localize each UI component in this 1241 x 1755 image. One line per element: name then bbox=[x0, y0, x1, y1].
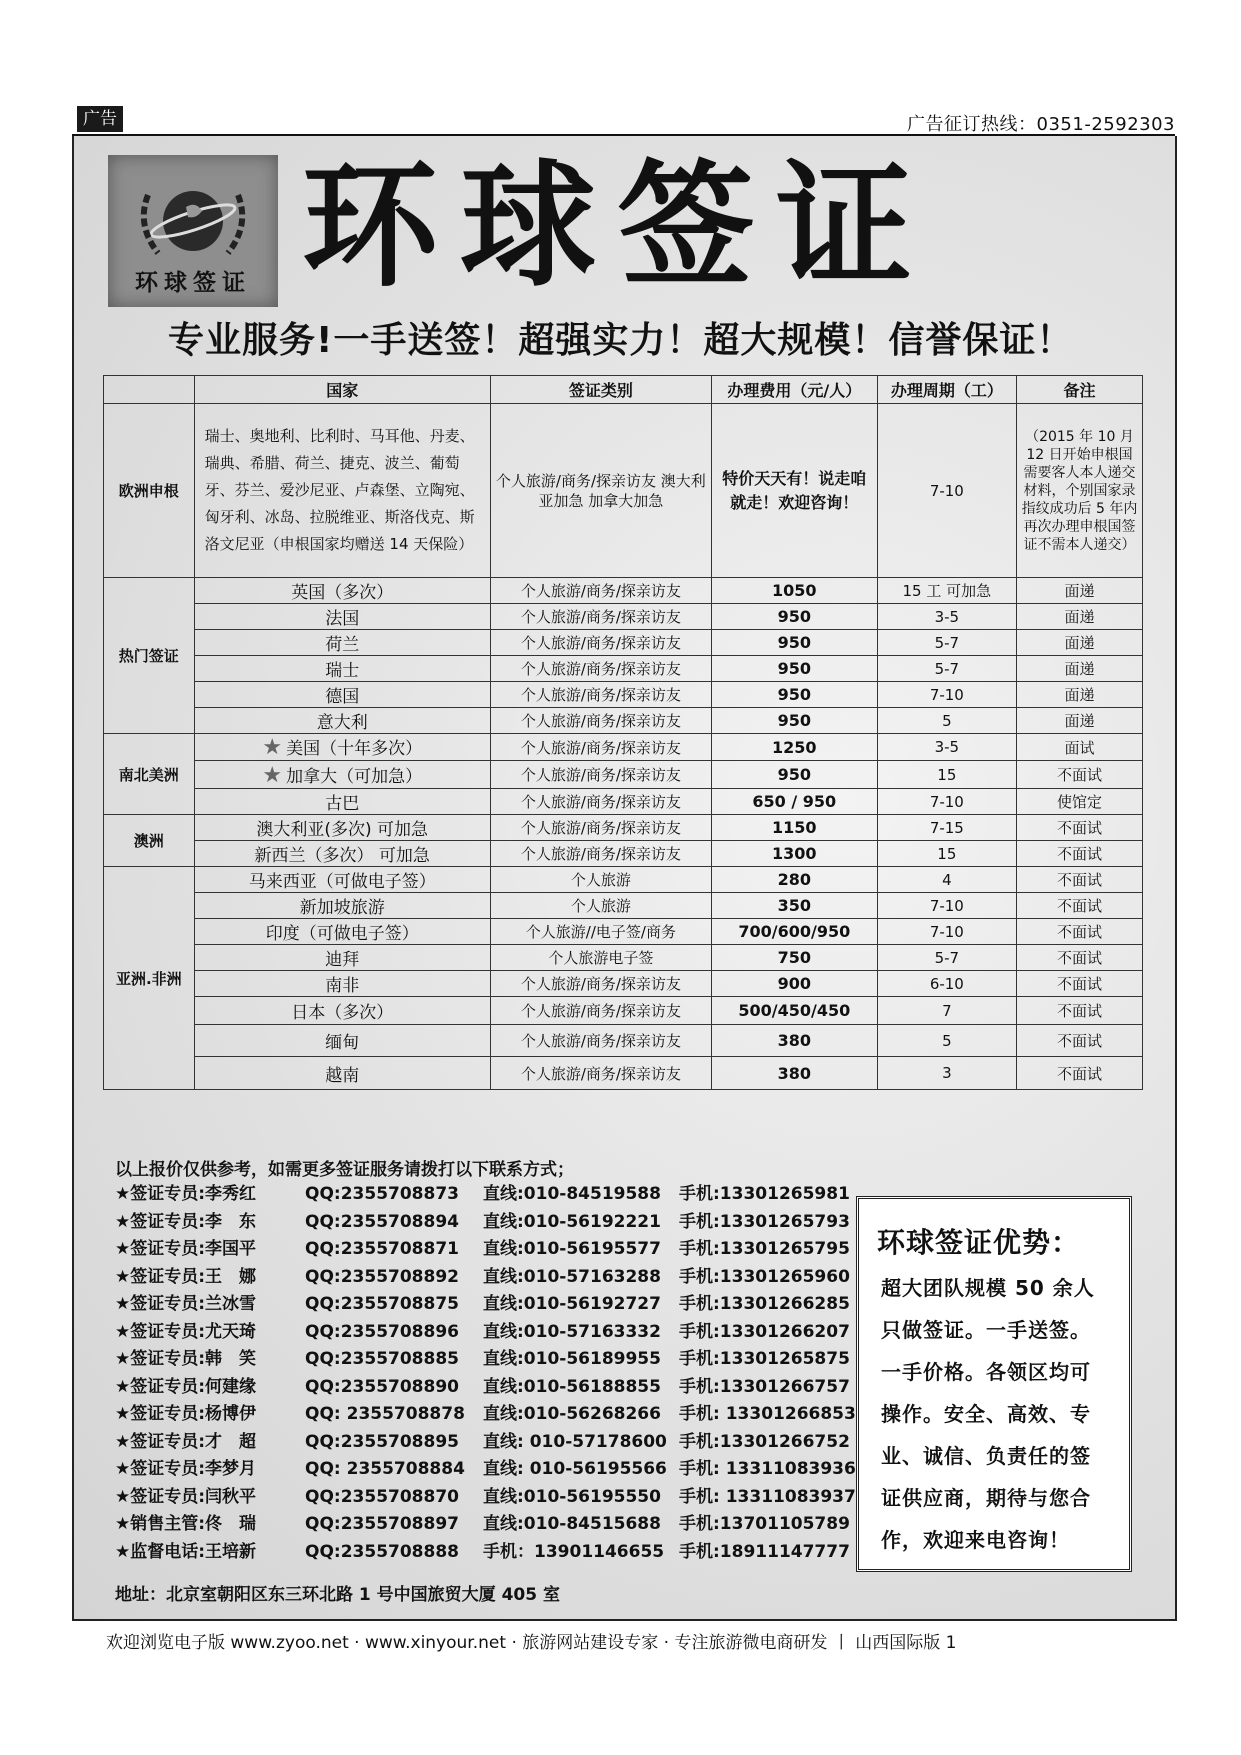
visa-type-cell: 个人旅游/商务/探亲访友 bbox=[490, 578, 711, 604]
country-name: 缅甸 bbox=[325, 1033, 360, 1053]
country-cell bbox=[194, 734, 490, 761]
period-cell: 7-10 bbox=[877, 789, 1016, 815]
contact-tel: 直线:010-56195550 bbox=[483, 1486, 661, 1507]
table-row bbox=[104, 578, 1143, 604]
table-row bbox=[104, 945, 1143, 971]
contact-name: ★签证专员:尤天琦 bbox=[115, 1321, 257, 1342]
fee-cell: 950 bbox=[711, 761, 877, 789]
note-cell: 不面试 bbox=[1016, 815, 1142, 841]
contact-mobile: 手机: 13301266853 bbox=[679, 1404, 856, 1424]
fee-cell: 280 bbox=[711, 867, 877, 893]
contact-name: ★签证专员:李 东 bbox=[115, 1211, 257, 1232]
contact-name: ★监督电话:王培新 bbox=[115, 1541, 257, 1562]
period-cell: 3 bbox=[877, 1057, 1016, 1090]
note-cell: 面递 bbox=[1016, 630, 1142, 656]
note-cell: 面递 bbox=[1016, 708, 1142, 734]
period-cell: 5 bbox=[877, 708, 1016, 734]
note-cell: 不面试 bbox=[1016, 867, 1142, 893]
country-cell bbox=[194, 578, 490, 604]
country-name: 新加坡旅游 bbox=[299, 898, 385, 918]
period-cell: 5-7 bbox=[877, 656, 1016, 682]
schengen-countries: 瑞士、奥地利、比利时、马耳他、丹麦、瑞典、希腊、荷兰、捷克、波兰、葡萄牙、芬兰、爱沙尼亚、卢森堡、立陶宛、匈牙利、冰岛、拉脱维亚、斯洛伐克、斯洛文尼亚（申根国家均赠送 14 天保险） bbox=[194, 404, 490, 578]
fee-cell: 1150 bbox=[711, 815, 877, 841]
header-period: 办理周期（工） bbox=[877, 376, 1016, 404]
visa-type-cell: 个人旅游/商务/探亲访友 bbox=[490, 841, 711, 867]
note-cell: 不面试 bbox=[1016, 919, 1142, 945]
contact-name: ★签证专员:何建缘 bbox=[115, 1376, 257, 1397]
visa-type-cell: 个人旅游//电子签/商务 bbox=[490, 919, 711, 945]
country-name: 德国 bbox=[325, 687, 360, 707]
visa-type-cell: 个人旅游电子签 bbox=[490, 945, 711, 971]
region-label: 亚洲.非洲 bbox=[104, 867, 195, 1090]
country-cell bbox=[194, 656, 490, 682]
contact-name: ★签证专员:李梦月 bbox=[115, 1459, 257, 1479]
contact-name: ★销售主管:佟 瑞 bbox=[115, 1514, 257, 1534]
country-cell bbox=[194, 708, 490, 734]
fee-cell: 350 bbox=[711, 893, 877, 919]
country-cell bbox=[194, 893, 490, 919]
table-row bbox=[104, 1057, 1143, 1090]
table-row bbox=[104, 604, 1143, 630]
visa-type-cell: 个人旅游/商务/探亲访友 bbox=[490, 815, 711, 841]
contact-name: ★签证专员:闫秋平 bbox=[115, 1486, 257, 1507]
contact-name: ★签证专员:兰冰雪 bbox=[115, 1294, 257, 1314]
region-label: 澳洲 bbox=[104, 815, 195, 867]
country-name: 美国（十年多次） bbox=[286, 739, 423, 759]
period-cell: 4 bbox=[877, 867, 1016, 893]
page-title: 环球签证 bbox=[302, 148, 934, 306]
contact-name: ★签证专员:王 娜 bbox=[115, 1266, 257, 1287]
country-cell bbox=[194, 867, 490, 893]
period-cell: 7-10 bbox=[877, 919, 1016, 945]
period-cell: 3-5 bbox=[877, 604, 1016, 630]
region-label: 热门签证 bbox=[104, 578, 195, 734]
country-name: 荷兰 bbox=[325, 635, 360, 655]
country-cell bbox=[194, 1025, 490, 1057]
ad-hotline: 广告征订热线：0351-2592303 bbox=[907, 114, 1175, 135]
header-fee: 办理费用（元/人） bbox=[711, 376, 877, 404]
table-row bbox=[104, 893, 1143, 919]
fee-cell: 1250 bbox=[711, 734, 877, 761]
schengen-note: （2015 年 10 月 12 日开始申根国需要客人本人递交材料，个别国家录指纹成功后 5 年内再次办理申根国签证不需本人递交） bbox=[1016, 404, 1142, 578]
country-cell bbox=[194, 997, 490, 1025]
country-name: 古巴 bbox=[325, 794, 360, 814]
country-name: 加拿大（可加急） bbox=[286, 766, 423, 787]
visa-type-cell: 个人旅游/商务/探亲访友 bbox=[490, 734, 711, 761]
contact-qq: QQ:2355708873 bbox=[305, 1184, 459, 1204]
table-row bbox=[104, 919, 1143, 945]
country-name: 南非 bbox=[325, 976, 360, 996]
note-cell: 面试 bbox=[1016, 734, 1142, 761]
fee-cell: 1050 bbox=[711, 578, 877, 604]
period-cell: 7-15 bbox=[877, 815, 1016, 841]
note-cell: 面递 bbox=[1016, 604, 1142, 630]
contact-mobile: 手机:13301265793 bbox=[679, 1211, 850, 1232]
contact-row bbox=[115, 1539, 856, 1567]
contact-row bbox=[115, 1236, 856, 1264]
country-name: 意大利 bbox=[316, 713, 368, 733]
contact-row bbox=[115, 1429, 856, 1457]
contact-mobile: 手机:13301265981 bbox=[679, 1184, 850, 1204]
fee-cell: 650 / 950 bbox=[711, 789, 877, 815]
contact-name: ★签证专员:才 超 bbox=[115, 1431, 257, 1452]
note-cell: 面递 bbox=[1016, 578, 1142, 604]
period-cell: 6-10 bbox=[877, 971, 1016, 997]
period-cell: 15 工 可加急 bbox=[877, 578, 1016, 604]
contact-mobile: 手机:13301266752 bbox=[679, 1431, 850, 1452]
header-region bbox=[104, 376, 195, 404]
country-name: 日本（多次） bbox=[291, 1003, 394, 1023]
region-label: 欧洲申根 bbox=[104, 404, 195, 578]
schengen-fee: 特价天天有！说走咱就走！欢迎咨询！ bbox=[711, 404, 877, 578]
note-cell: 面递 bbox=[1016, 656, 1142, 682]
schengen-type: 个人旅游/商务/探亲访友 澳大利亚加急 加拿大加急 bbox=[490, 404, 711, 578]
contact-tel: 手机：13901146655 bbox=[483, 1541, 665, 1562]
period-cell: 5-7 bbox=[877, 630, 1016, 656]
contact-qq: QQ:2355708870 bbox=[305, 1486, 459, 1507]
note-cell: 不面试 bbox=[1016, 761, 1142, 789]
contact-name: ★签证专员:韩 笑 bbox=[115, 1349, 257, 1369]
star-icon: ★ bbox=[262, 735, 283, 760]
contact-tel: 直线:010-56195577 bbox=[483, 1239, 661, 1259]
contact-row bbox=[115, 1319, 856, 1347]
visa-type-cell: 个人旅游/商务/探亲访友 bbox=[490, 997, 711, 1025]
table-header-row bbox=[104, 376, 1143, 404]
contact-row bbox=[115, 1484, 856, 1512]
contact-qq: QQ:2355708890 bbox=[305, 1376, 459, 1397]
table-row bbox=[104, 734, 1143, 761]
contact-row bbox=[115, 1401, 856, 1429]
advantage-box bbox=[856, 1196, 1132, 1572]
header-type: 签证类别 bbox=[490, 376, 711, 404]
visa-type-cell: 个人旅游/商务/探亲访友 bbox=[490, 708, 711, 734]
advantage-title: 环球签证优势： bbox=[877, 1226, 1081, 1259]
table-row bbox=[104, 997, 1143, 1025]
header-country: 国家 bbox=[194, 376, 490, 404]
fee-cell: 950 bbox=[711, 656, 877, 682]
country-name: 马来西亚（可做电子签） bbox=[248, 872, 436, 892]
visa-type-cell: 个人旅游/商务/探亲访友 bbox=[490, 789, 711, 815]
contact-tel: 直线: 010-57178600 bbox=[483, 1431, 667, 1452]
table-row bbox=[104, 656, 1143, 682]
country-name: 英国（多次） bbox=[291, 583, 394, 603]
visa-type-cell: 个人旅游/商务/探亲访友 bbox=[490, 630, 711, 656]
country-cell bbox=[194, 789, 490, 815]
fee-cell: 700/600/950 bbox=[711, 919, 877, 945]
contact-qq: QQ:2355708895 bbox=[305, 1431, 459, 1452]
note-cell: 面递 bbox=[1016, 682, 1142, 708]
country-cell bbox=[194, 971, 490, 997]
fee-cell: 500/450/450 bbox=[711, 997, 877, 1025]
contact-tel: 直线:010-84515688 bbox=[483, 1514, 661, 1534]
contact-mobile: 手机:13301265960 bbox=[679, 1266, 850, 1287]
visa-type-cell: 个人旅游/商务/探亲访友 bbox=[490, 682, 711, 708]
table-row bbox=[104, 682, 1143, 708]
contact-mobile: 手机:13301265875 bbox=[679, 1349, 850, 1369]
contact-tel: 直线:010-56192221 bbox=[483, 1211, 661, 1232]
note-cell: 不面试 bbox=[1016, 893, 1142, 919]
country-cell bbox=[194, 1057, 490, 1090]
table-row bbox=[104, 841, 1143, 867]
contact-qq: QQ:2355708888 bbox=[305, 1541, 459, 1562]
table-row bbox=[104, 971, 1143, 997]
visa-type-cell: 个人旅游 bbox=[490, 867, 711, 893]
contact-intro: 以上报价仅供参考，如需更多签证服务请拨打以下联系方式； bbox=[115, 1160, 574, 1180]
visa-price-table bbox=[103, 375, 1143, 1090]
country-name: 澳大利亚(多次) 可加急 bbox=[256, 820, 429, 840]
visa-type-cell: 个人旅游/商务/探亲访友 bbox=[490, 761, 711, 789]
contact-tel: 直线:010-56188855 bbox=[483, 1376, 661, 1397]
contact-row bbox=[115, 1456, 856, 1484]
country-cell bbox=[194, 945, 490, 971]
table-row bbox=[104, 404, 1143, 578]
contact-qq: QQ:2355708885 bbox=[305, 1349, 459, 1369]
period-cell: 7 bbox=[877, 997, 1016, 1025]
fee-cell: 380 bbox=[711, 1025, 877, 1057]
visa-type-cell: 个人旅游/商务/探亲访友 bbox=[490, 1057, 711, 1090]
contact-row bbox=[115, 1346, 856, 1374]
period-cell: 3-5 bbox=[877, 734, 1016, 761]
table-row bbox=[104, 815, 1143, 841]
footer: 欢迎浏览电子版 www.zyoo.net · www.xinyour.net · 旅游网站建设专家 · 专注旅游微电商研发 丨 山西国际版 1 bbox=[106, 1633, 957, 1653]
note-cell: 不面试 bbox=[1016, 1025, 1142, 1057]
country-name: 法国 bbox=[325, 609, 360, 629]
country-cell bbox=[194, 761, 490, 789]
country-name: 印度（可做电子签） bbox=[265, 924, 419, 944]
contact-mobile: 手机: 13311083936 bbox=[679, 1459, 856, 1479]
period-cell: 7-10 bbox=[877, 893, 1016, 919]
note-cell: 不面试 bbox=[1016, 997, 1142, 1025]
contact-qq: QQ:2355708875 bbox=[305, 1294, 459, 1314]
country-cell bbox=[194, 919, 490, 945]
contact-row bbox=[115, 1181, 856, 1209]
contact-qq: QQ:2355708896 bbox=[305, 1321, 459, 1342]
table-row bbox=[104, 1025, 1143, 1057]
table-row bbox=[104, 630, 1143, 656]
address: 地址：北京室朝阳区东三环北路 1 号中国旅贸大厦 405 室 bbox=[115, 1585, 560, 1605]
country-cell bbox=[194, 682, 490, 708]
period-cell: 15 bbox=[877, 761, 1016, 789]
contact-mobile: 手机:13301266285 bbox=[679, 1294, 850, 1314]
contact-qq: QQ:2355708897 bbox=[305, 1514, 459, 1534]
table-row bbox=[104, 789, 1143, 815]
fee-cell: 950 bbox=[711, 630, 877, 656]
slogan: 专业服务!一手送签！超强实力！超大规模！信誉保证！ bbox=[168, 320, 1074, 361]
note-cell: 不面试 bbox=[1016, 1057, 1142, 1090]
contact-row bbox=[115, 1209, 856, 1237]
region-label: 南北美洲 bbox=[104, 734, 195, 815]
company-logo bbox=[108, 155, 278, 307]
table-row bbox=[104, 867, 1143, 893]
table-row bbox=[104, 761, 1143, 789]
fee-cell: 380 bbox=[711, 1057, 877, 1090]
contact-tel: 直线:010-57163288 bbox=[483, 1266, 661, 1287]
contact-tel: 直线:010-56192727 bbox=[483, 1294, 661, 1314]
contact-mobile: 手机:13301265795 bbox=[679, 1239, 850, 1259]
fee-cell: 950 bbox=[711, 708, 877, 734]
note-cell: 使馆定 bbox=[1016, 789, 1142, 815]
contact-mobile: 手机:18911147777 bbox=[679, 1541, 850, 1562]
period-cell: 7-10 bbox=[877, 682, 1016, 708]
contact-qq: QQ:2355708894 bbox=[305, 1211, 459, 1232]
country-cell bbox=[194, 815, 490, 841]
contact-row bbox=[115, 1264, 856, 1292]
country-cell bbox=[194, 630, 490, 656]
contact-name: ★签证专员:杨博伊 bbox=[115, 1404, 257, 1424]
header-note: 备注 bbox=[1016, 376, 1142, 404]
visa-type-cell: 个人旅游 bbox=[490, 893, 711, 919]
contact-row bbox=[115, 1511, 856, 1539]
contact-tel: 直线:010-84519588 bbox=[483, 1184, 661, 1204]
logo-text: 环球签证 bbox=[135, 269, 251, 296]
fee-cell: 900 bbox=[711, 971, 877, 997]
contact-mobile: 手机:13701105789 bbox=[679, 1514, 850, 1534]
visa-type-cell: 个人旅游/商务/探亲访友 bbox=[490, 656, 711, 682]
contact-tel: 直线: 010-56195566 bbox=[483, 1459, 667, 1479]
visa-type-cell: 个人旅游/商务/探亲访友 bbox=[490, 1025, 711, 1057]
contact-list bbox=[115, 1181, 856, 1566]
fee-cell: 750 bbox=[711, 945, 877, 971]
star-icon: ★ bbox=[262, 762, 283, 788]
note-cell: 不面试 bbox=[1016, 841, 1142, 867]
ad-tag: 广告 bbox=[77, 106, 123, 132]
contact-tel: 直线:010-56189955 bbox=[483, 1349, 661, 1369]
contact-mobile: 手机:13301266207 bbox=[679, 1321, 850, 1342]
period-cell: 5 bbox=[877, 1025, 1016, 1057]
schengen-period: 7-10 bbox=[877, 404, 1016, 578]
contact-row bbox=[115, 1291, 856, 1319]
contact-qq: QQ:2355708871 bbox=[305, 1239, 459, 1259]
period-cell: 5-7 bbox=[877, 945, 1016, 971]
country-name: 新西兰（多次） 可加急 bbox=[254, 846, 430, 866]
period-cell: 15 bbox=[877, 841, 1016, 867]
contact-name: ★签证专员:李秀红 bbox=[115, 1184, 257, 1204]
visa-type-cell: 个人旅游/商务/探亲访友 bbox=[490, 971, 711, 997]
contact-name: ★签证专员:李国平 bbox=[115, 1239, 257, 1259]
fee-cell: 950 bbox=[711, 604, 877, 630]
note-cell: 不面试 bbox=[1016, 945, 1142, 971]
country-name: 瑞士 bbox=[325, 661, 360, 681]
fee-cell: 1300 bbox=[711, 841, 877, 867]
visa-type-cell: 个人旅游/商务/探亲访友 bbox=[490, 604, 711, 630]
contact-tel: 直线:010-57163332 bbox=[483, 1321, 661, 1342]
contact-mobile: 手机: 13311083937 bbox=[679, 1486, 856, 1507]
contact-tel: 直线:010-56268266 bbox=[483, 1404, 661, 1424]
contact-mobile: 手机:13301266757 bbox=[679, 1376, 850, 1397]
country-cell bbox=[194, 841, 490, 867]
table-row bbox=[104, 708, 1143, 734]
fee-cell: 950 bbox=[711, 682, 877, 708]
contact-qq: QQ: 2355708878 bbox=[305, 1404, 465, 1424]
country-cell bbox=[194, 604, 490, 630]
contact-qq: QQ:2355708892 bbox=[305, 1266, 459, 1287]
country-name: 越南 bbox=[325, 1065, 360, 1086]
country-name: 迪拜 bbox=[325, 950, 360, 970]
note-cell: 不面试 bbox=[1016, 971, 1142, 997]
contact-qq: QQ: 2355708884 bbox=[305, 1459, 465, 1479]
advantage-body: 超大团队规模 50 余人只做签证。一手送签。一手价格。各领区均可操作。安全、高效、专业、诚信、负责任的签证供应商，期待与您合作，欢迎来电咨询！ bbox=[881, 1276, 1095, 1552]
contact-row bbox=[115, 1374, 856, 1402]
